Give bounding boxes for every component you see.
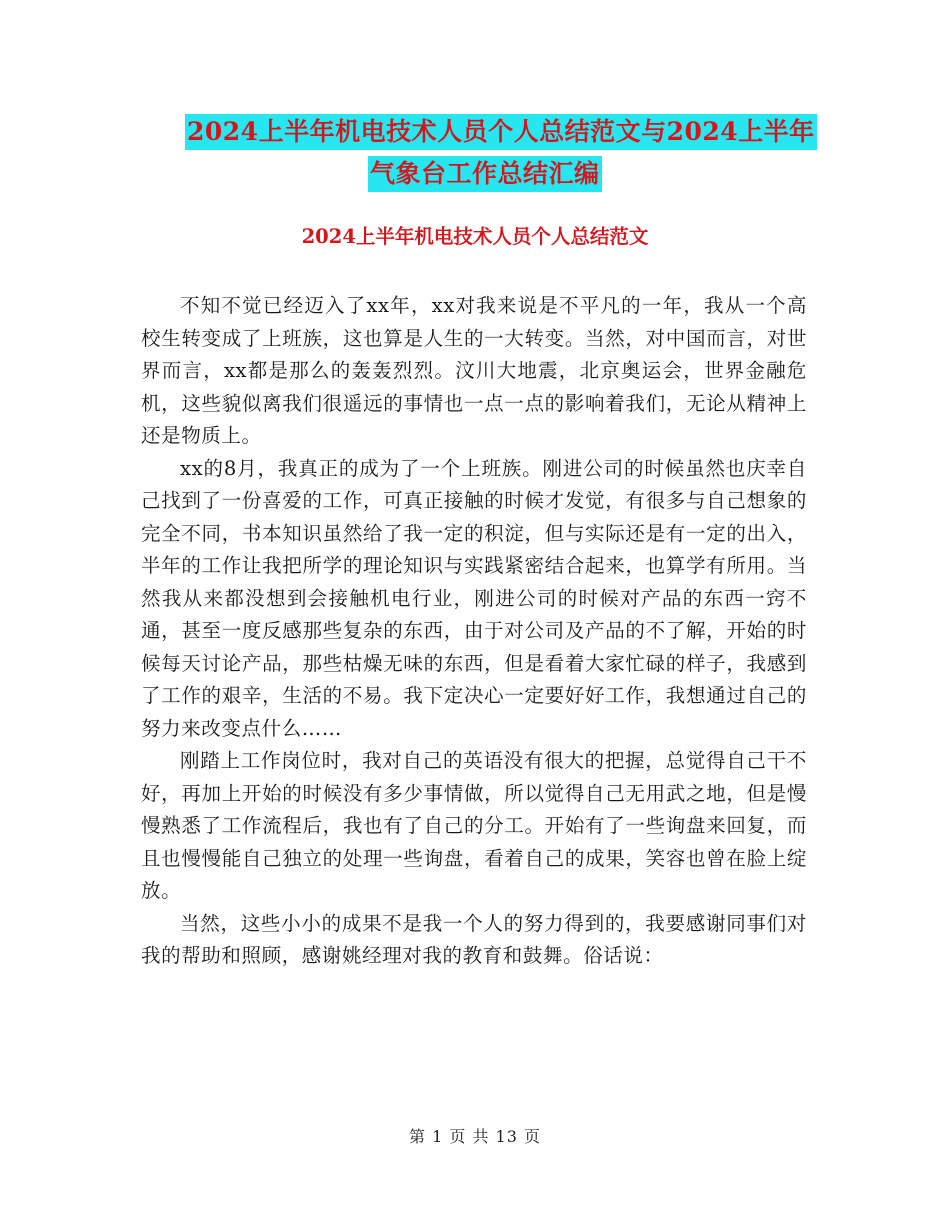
paragraph: 不知不觉已经迈入了xx年，xx对我来说是不平凡的一年，我从一个高校生转变成了上班族，这也算是人生的一大转变。当然，对中国而言，对世界而言，xx都是那么的轰轰烈烈。汶川大地震，北京奥运会，世界金融危机，这些貌似离我们很遥远的事情也一点一点的影响着我们，无论从精神上还是物质上。 — [141, 294, 807, 447]
paragraph: 刚踏上工作岗位时，我对自己的英语没有很大的把握，总觉得自己干不好，再加上开始的时候没有多少事情做，所以觉得自己无用武之地，但是慢慢熟悉了工作流程后，我也有了自己的分工。开始有了一些询盘来回复，而且也慢慢能自己独立的处理一些询盘，看着自己的成果，笑容也曾在脸上绽放。 — [141, 749, 807, 902]
document-title-line-2: 气象台工作总结汇编 — [368, 156, 602, 192]
page-footer: 第 1 页 共 13 页 — [409, 1127, 541, 1146]
section-title: 2024上半年机电技术人员个人总结范文 — [301, 225, 649, 248]
body-text — [141, 290, 807, 973]
paragraph: xx的8月，我真正的成为了一个上班族。刚进公司的时候虽然也庆幸自己找到了一份喜爱的工作，可真正接触的时候才发觉，有很多与自己想象的完全不同，书本知识虽然给了我一定的积淀，但与实际还是有一定的出入，半年的工作让我把所学的理论知识与实践紧密结合起来，也算学有所用。当然我从来都没想到会接触机电行业，刚进公司的时候对产品的东西一窍不通，甚至一度反感那些复杂的东西，由于对公司及产品的不了解，开始的时候每天讨论产品，那些枯燥无味的东西，但是看着大家忙碌的样子，我感到了工作的艰辛，生活的不易。我下定决心一定要好好工作，我想通过自己的努力来改变点什么…… — [141, 456, 807, 740]
paragraph: 当然，这些小小的成果不是我一个人的努力得到的，我要感谢同事们对我的帮助和照顾，感谢姚经理对我的教育和鼓舞。俗话说： — [141, 911, 807, 967]
document-title-line-1: 2024上半年机电技术人员个人总结范文与2024上半年 — [185, 114, 817, 150]
